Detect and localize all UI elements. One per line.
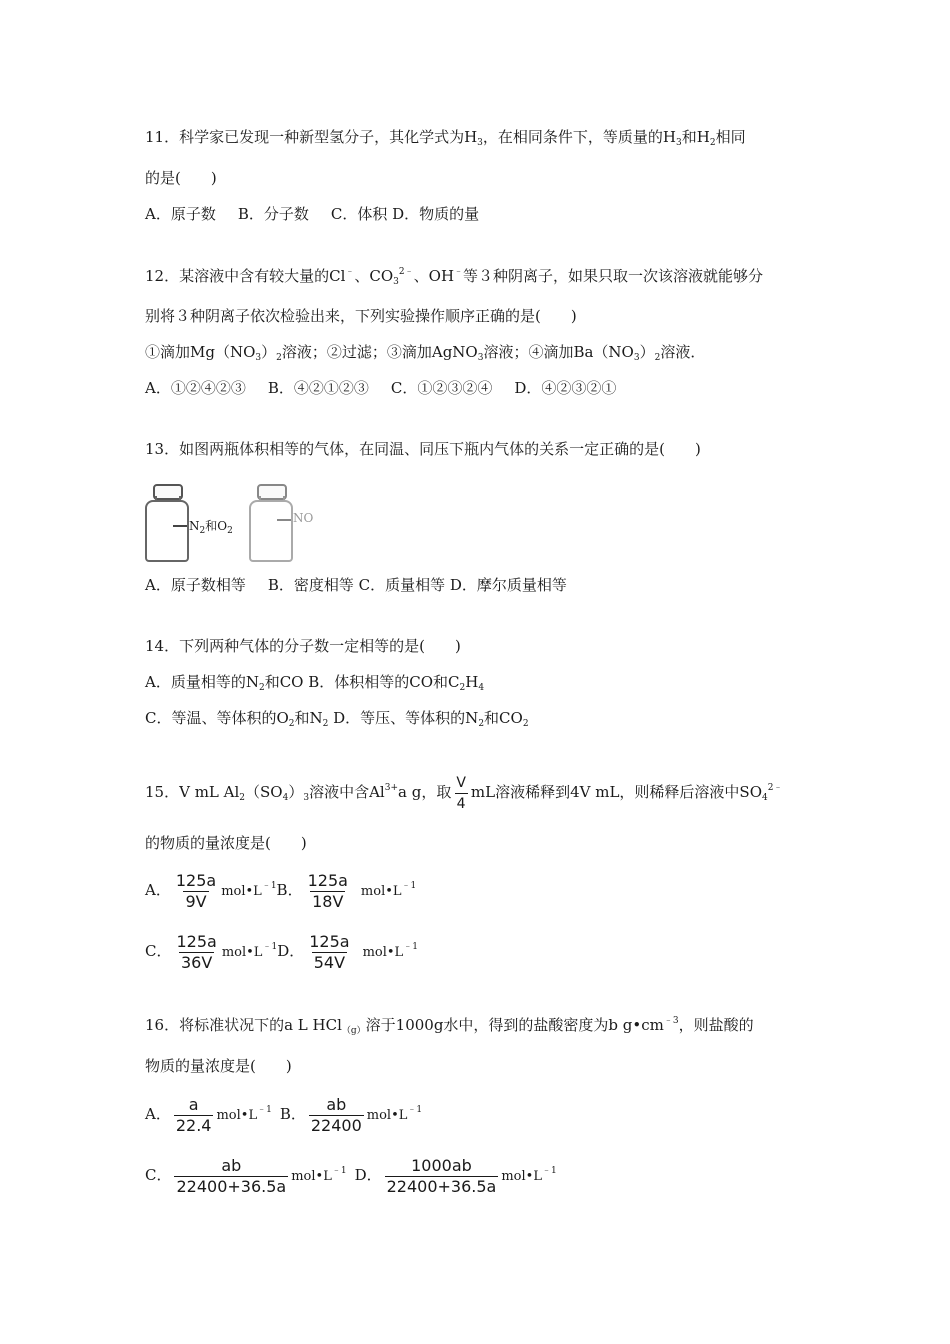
- q15-option-d-fraction: [307, 933, 351, 972]
- q15-stem-line1: [145, 770, 782, 814]
- subscript: 2: [227, 526, 233, 536]
- bottle-no: [249, 500, 293, 562]
- q13-stem: 13．如图两瓶体积相等的气体，在同温、同压下瓶内气体的关系一定正确的是( ): [145, 440, 701, 458]
- superscript: ﹣3: [663, 1016, 679, 1026]
- q16-options-ab: [145, 1092, 422, 1138]
- superscript: 2﹣: [767, 783, 783, 793]
- unit: mol•L: [366, 1108, 408, 1123]
- denominator: 36V: [181, 952, 213, 972]
- q11-options: [145, 204, 479, 224]
- superscript: ﹣1: [262, 942, 278, 952]
- text: 溶液；④滴加Ba（NO: [483, 343, 634, 361]
- text: ）: [639, 343, 655, 361]
- subscript: 2: [654, 353, 661, 363]
- text: 和CO: [484, 709, 523, 727]
- q12-option-a: A．①②④②③: [145, 379, 246, 397]
- text: 等３种阴离子，如果只取一次该溶液就能够分: [463, 267, 764, 285]
- text: D．等压、等体积的N: [328, 709, 479, 727]
- option-label: B．: [279, 1105, 306, 1123]
- option-label: D．: [277, 942, 305, 960]
- subscript: 2: [459, 683, 466, 693]
- subscript: 3: [303, 793, 310, 803]
- option-label: D．: [354, 1166, 382, 1184]
- q16-option-b-fraction: [309, 1096, 364, 1135]
- option-label: B．: [276, 881, 303, 899]
- text: 和CO B．体积相等的CO和C: [264, 673, 460, 691]
- subscript: 2: [478, 719, 485, 729]
- q11-stem-line1: [145, 127, 746, 147]
- unit: mol•L: [216, 1108, 258, 1123]
- text: C．等温、等体积的O: [145, 709, 289, 727]
- q15-option-c-fraction: [174, 933, 218, 972]
- superscript: ﹣1: [331, 1166, 347, 1176]
- text: 12．某溶液中含有较大量的Cl: [145, 267, 346, 285]
- text: ）: [288, 783, 304, 801]
- numerator: 1000ab: [411, 1155, 472, 1175]
- denominator: 18V: [312, 891, 344, 911]
- numerator: V: [456, 774, 466, 791]
- superscript: ﹣: [454, 267, 464, 277]
- q12-options: [145, 378, 616, 398]
- q12-stem-line1: [145, 266, 763, 286]
- numerator: 125a: [176, 931, 217, 951]
- superscript: ﹣1: [407, 1105, 423, 1115]
- q12-stem-line3: [145, 342, 705, 362]
- denominator: 54V: [313, 952, 346, 972]
- superscript: ﹣: [345, 267, 355, 277]
- text: ，在相同条件下，等质量的H: [482, 128, 676, 146]
- text: 溶于1000g水中，得到的盐酸密度为b g•cm: [365, 1016, 664, 1034]
- q11-option-b: B．分子数: [237, 205, 309, 223]
- q15-options-ab: [145, 868, 416, 914]
- text: 16．将标准状况下的a L HCl: [145, 1016, 342, 1034]
- numerator: 125a: [175, 870, 217, 890]
- q12-stem-line2: 别将３种阴离子依次检验出来，下列实验操作顺序正确的是( ): [145, 307, 577, 325]
- numerator: 125a: [309, 931, 350, 951]
- q11-stem-line2: 的是( ): [145, 169, 217, 187]
- numerator: ab: [221, 1155, 242, 1175]
- numerator: ab: [326, 1094, 347, 1114]
- subscript: 4: [762, 793, 768, 803]
- unit: mol•L: [362, 945, 404, 960]
- text: 15．V mL Al: [145, 783, 240, 801]
- text: ）: [261, 343, 277, 361]
- denominator: 9V: [185, 891, 207, 911]
- text: H: [465, 673, 479, 691]
- option-label: A．: [145, 1105, 171, 1123]
- q16-options-cd: [145, 1153, 557, 1199]
- numerator: 125a: [307, 870, 348, 890]
- unit: mol•L: [221, 884, 262, 899]
- superscript: ﹣1: [541, 1166, 557, 1176]
- option-label: C．: [145, 1166, 172, 1184]
- text: 溶液中含Al: [309, 783, 385, 801]
- text: 和O: [205, 519, 228, 533]
- subscript: 2: [522, 719, 529, 729]
- q16-option-a-fraction: [174, 1096, 214, 1135]
- q16-stem-line2: 物质的量浓度是( ): [145, 1057, 292, 1075]
- label-pointer: [173, 525, 187, 527]
- subscript: 3: [477, 138, 483, 148]
- q13-option-a: A．原子数相等: [145, 576, 246, 594]
- text: 、CO: [354, 267, 394, 285]
- q14-options-cd: [145, 708, 529, 728]
- superscript: ﹣1: [403, 942, 418, 952]
- subscript: 2: [199, 526, 206, 536]
- unit: mol•L: [501, 1169, 542, 1184]
- q12-option-b: B．④②①②③: [267, 379, 369, 397]
- label-pointer: [277, 519, 291, 521]
- text: N: [189, 519, 200, 533]
- text: 溶液；②过滤；③滴加AgNO: [281, 343, 478, 361]
- text: 和H: [681, 128, 710, 146]
- q11-option-a: A．原子数: [145, 205, 216, 223]
- bottle-n2-o2: [145, 500, 189, 562]
- text: ①滴加Mg（NO: [145, 343, 256, 361]
- text: 和N: [294, 709, 323, 727]
- subscript: 4: [478, 683, 485, 693]
- subscript: 3: [393, 277, 399, 287]
- denominator: 22.4: [175, 1115, 212, 1135]
- q15-stem-line2: 的物质的量浓度是( ): [145, 834, 307, 852]
- q13-options: [145, 575, 567, 595]
- denominator: 22400: [310, 1115, 362, 1135]
- q12-option-d: D．④②③②①: [514, 379, 617, 397]
- q15-option-a-fraction: [174, 872, 218, 911]
- q11-option-cd: C．体积 D．物质的量: [330, 205, 480, 223]
- q16-option-c-fraction: [174, 1157, 288, 1196]
- subscript: 3: [633, 353, 640, 363]
- text: 11．科学家已发现一种新型氢分子，其化学式为H: [145, 128, 478, 146]
- subscript: 2: [258, 683, 265, 693]
- text: （SO: [245, 783, 283, 801]
- denominator: 22400+36.5a: [386, 1176, 497, 1196]
- subscript: 4: [282, 793, 289, 803]
- q15-options-cd: [145, 929, 418, 975]
- subscript: 3: [477, 353, 484, 363]
- text: mL溶液稀释到4V mL，则稀释后溶液中SO: [470, 783, 762, 801]
- numerator: a: [188, 1094, 199, 1114]
- subscript: 3: [255, 353, 262, 363]
- fraction-v-over-4: [454, 774, 468, 813]
- subscript: 2: [709, 138, 716, 148]
- text: a g，取: [398, 783, 452, 801]
- text: ，则盐酸的: [678, 1016, 754, 1034]
- text: 溶液．: [660, 343, 706, 361]
- q15-option-b-fraction: [306, 872, 350, 911]
- text: 相同: [715, 128, 746, 146]
- unit: mol•L: [221, 945, 263, 960]
- bottle1-label: [189, 517, 233, 534]
- superscript: 2﹣: [398, 267, 414, 277]
- denominator: 4: [455, 793, 468, 813]
- q14-options-ab: [145, 672, 484, 692]
- unit: mol•L: [360, 884, 402, 899]
- denominator: 22400+36.5a: [176, 1176, 287, 1196]
- subscript: 2: [288, 719, 295, 729]
- text: 、OH: [413, 267, 455, 285]
- subscript: 2: [322, 719, 329, 729]
- q16-stem-line1: [145, 1015, 754, 1035]
- bottle2-label: NO: [293, 511, 314, 525]
- subscript: 2: [239, 793, 246, 803]
- bottles-figure: [145, 484, 330, 562]
- subscript: 3: [676, 138, 682, 148]
- unit: mol•L: [291, 1169, 332, 1184]
- superscript: ﹣1: [401, 881, 417, 891]
- q12-option-c: C．①②③②④: [390, 379, 493, 397]
- superscript: ﹣1: [257, 1105, 272, 1115]
- superscript: 3+: [384, 783, 398, 793]
- subscript: 2: [276, 353, 282, 363]
- option-label: C．: [145, 942, 172, 960]
- q14-stem: 14．下列两种气体的分子数一定相等的是( ): [145, 637, 461, 655]
- subscript: （g）: [341, 1026, 366, 1036]
- q13-option-bcd: B．密度相等 C．质量相等 D．摩尔质量相等: [267, 576, 567, 594]
- superscript: ﹣1: [261, 881, 277, 891]
- option-label: A．: [145, 881, 171, 899]
- text: A．质量相等的N: [145, 673, 259, 691]
- q16-option-d-fraction: [385, 1157, 499, 1196]
